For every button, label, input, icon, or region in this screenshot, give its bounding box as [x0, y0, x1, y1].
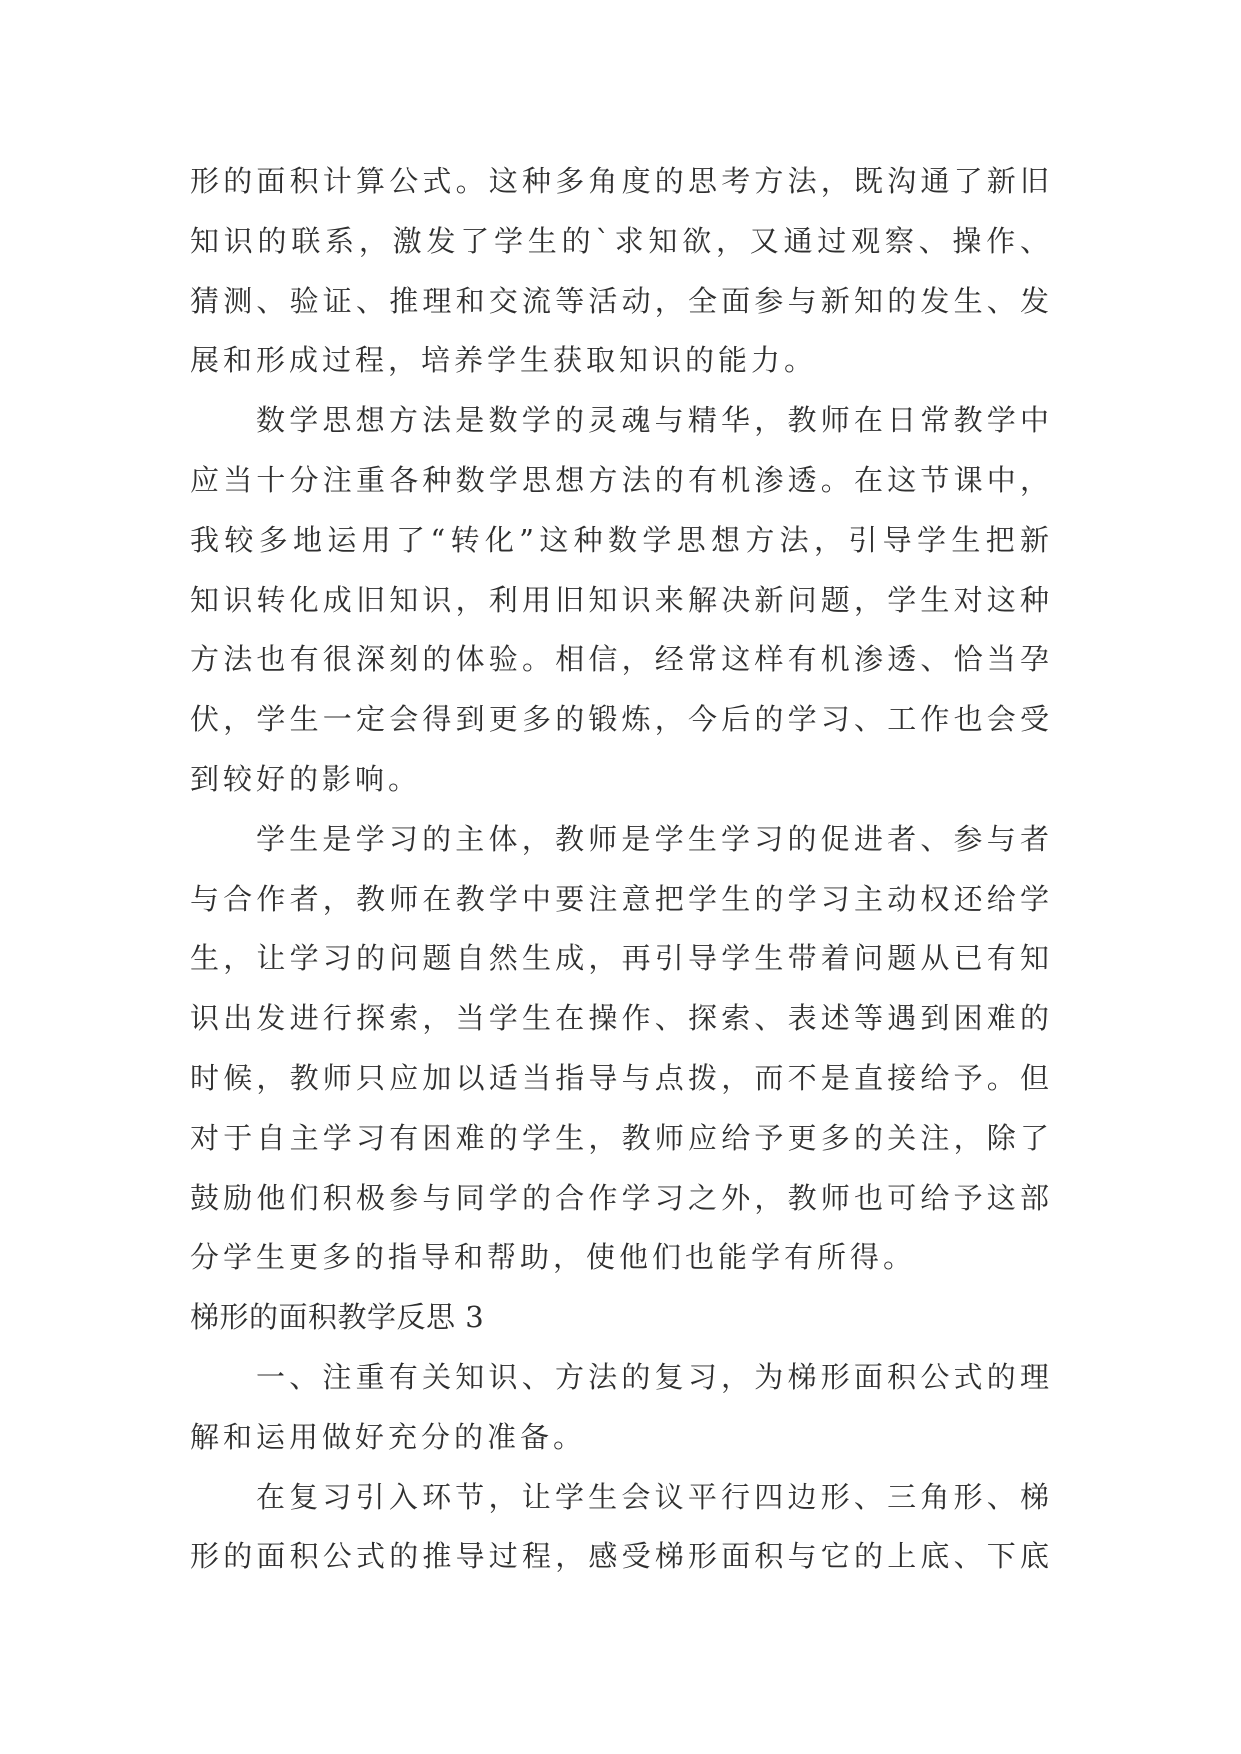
paragraph-line: 生，让学习的问题自然生成，再引导学生带着问题从已有知 [190, 941, 1051, 976]
paragraph-line: 学生是学习的主体，教师是学生学习的促进者、参与者 [256, 821, 1051, 856]
paragraph-line: 分学生更多的指导和帮助，使他们也能学有所得。 [190, 1240, 917, 1275]
paragraph-line: 一、注重有关知识、方法的复习，为梯形面积公式的理 [256, 1359, 1051, 1394]
paragraph-line: 展和形成过程，培养学生获取知识的能力。 [190, 343, 818, 378]
paragraph-line: 识出发进行探索，当学生在操作、探索、表述等遇到困难的 [190, 1001, 1051, 1036]
paragraph-line: 形的面积计算公式。这种多角度的思考方法，既沟通了新旧 [190, 164, 1051, 198]
paragraph-line: 到较好的影响。 [190, 761, 422, 796]
paragraph-line: 对于自主学习有困难的学生，教师应给予更多的关注，除了 [190, 1120, 1051, 1155]
paragraph-line: 应当十分注重各种数学思想方法的有机渗透。在这节课中， [190, 462, 1051, 497]
paragraph-line: 猜测、验证、推理和交流等活动，全面参与新知的发生、发 [190, 283, 1051, 318]
section-heading: 梯形的面积教学反思 3 [190, 1300, 485, 1335]
paragraph-line: 我较多地运用了“转化”这种数学思想方法，引导学生把新 [190, 522, 1051, 557]
paragraph-line: 方法也有很深刻的体验。相信，经常这样有机渗透、恰当孕 [190, 642, 1051, 677]
paragraph-line: 伏，学生一定会得到更多的锻炼，今后的学习、工作也会受 [190, 702, 1051, 737]
paragraph-line: 鼓励他们积极参与同学的合作学习之外，教师也可给予这部 [190, 1180, 1051, 1215]
paragraph-line: 数学思想方法是数学的灵魂与精华，教师在日常教学中 [256, 403, 1051, 438]
paragraph [190, 391, 1051, 810]
paragraph-line: 解和运用做好充分的准备。 [190, 1419, 587, 1454]
paragraph-line: 与合作者，教师在教学中要注意把学生的学习主动权还给学 [190, 881, 1051, 916]
paragraph [190, 810, 1051, 1288]
document-body [190, 152, 1051, 1587]
paragraph [190, 1468, 1051, 1588]
paragraph-line: 在复习引入环节，让学生会议平行四边形、三角形、梯 [256, 1479, 1051, 1514]
paragraph [190, 152, 1051, 391]
paragraph-line: 知识转化成旧知识，利用旧知识来解决新问题，学生对这种 [190, 582, 1051, 617]
paragraph-line: 形的面积公式的推导过程，感受梯形面积与它的上底、下底 [190, 1539, 1051, 1574]
paragraph-line: 知识的联系，激发了学生的`求知欲，又通过观察、操作、 [190, 223, 1051, 258]
paragraph-line: 时候，教师只应加以适当指导与点拨，而不是直接给予。但 [190, 1060, 1051, 1095]
paragraph [190, 1348, 1051, 1468]
